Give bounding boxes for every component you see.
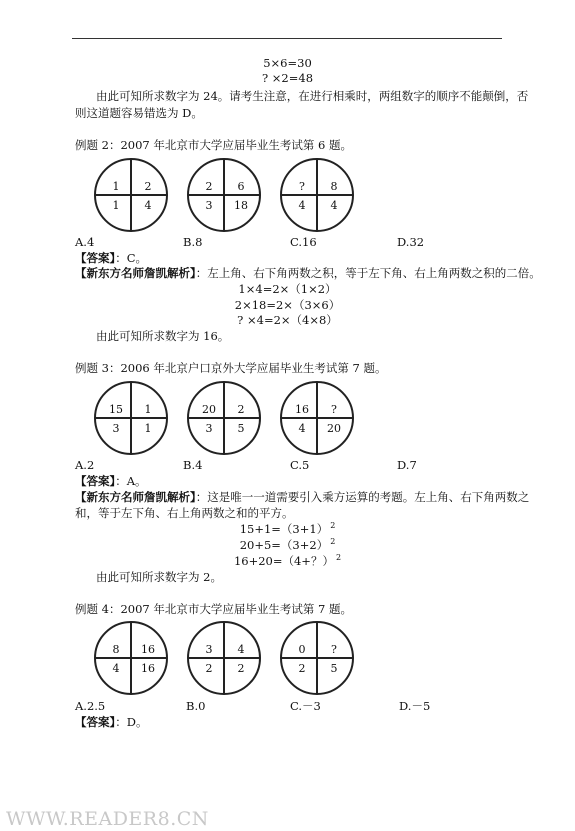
example-3-equation-2: [0, 538, 575, 554]
circle-cell-bottom-right: 4: [144, 199, 152, 212]
circle-cell-bottom-left: 3: [205, 422, 213, 435]
circle-cell-bottom-right: 2: [237, 662, 245, 675]
example-2-answer: [75, 251, 147, 265]
analysis-text: ：左上角、右下角两数之积，等于左下角、右上角两数之积的二倍。: [195, 266, 541, 280]
circle-cell-bottom-left: 1: [112, 199, 120, 212]
example-2-title: 例题 2：2007 年北京市大学应届毕业生考试第 6 题。: [75, 138, 353, 152]
circle-cell-top-left: 15: [109, 403, 123, 416]
circle-cell-top-right: ?: [331, 643, 337, 656]
example-3-option-d: D.7: [397, 458, 417, 472]
example-4-circle-3: [280, 621, 354, 695]
intro-paragraph-line-1: 由此可知所求数字为 24。请考生注意，在进行相乘时，两组数字的顺序不能颠倒，否: [96, 89, 529, 103]
example-3-answer: [75, 474, 147, 488]
example-2-circle-1: [94, 158, 168, 232]
circle-cell-bottom-left: 3: [112, 422, 120, 435]
circle-cell-top-left: ?: [299, 180, 305, 193]
circle-cell-top-left: 1: [112, 180, 120, 193]
analysis-text: ：这是唯一一道需要引入乘方运算的考题。左上角、右下角两数之: [195, 490, 530, 504]
example-3-option-a: A.2: [75, 458, 95, 472]
circle-cell-bottom-left: 4: [112, 662, 120, 675]
watermark: WWW.READER8.CN: [6, 808, 209, 830]
circle-cell-top-left: 20: [202, 403, 216, 416]
example-2-equation-2: 2×18=2×（3×6）: [234, 298, 341, 312]
example-2-conclusion: 由此可知所求数字为 16。: [96, 329, 230, 343]
circle-cell-bottom-right: 5: [330, 662, 338, 675]
circle-cell-top-right: ?: [331, 403, 337, 416]
example-4-option-b: B.0: [186, 699, 206, 713]
circle-cell-top-right: 8: [330, 180, 338, 193]
equation-exponent: 2: [330, 537, 336, 546]
equation-exponent: 2: [335, 553, 342, 562]
circle-cell-top-left: 2: [205, 180, 213, 193]
analysis-label: 【新东方名师詹凯解析】: [75, 266, 196, 280]
example-3-equation-1: [0, 522, 575, 538]
example-3-analysis-line-2: 和，等于左下角、右上角两数之和的平方。: [75, 506, 294, 520]
example-4-title: 例题 4：2007 年北京市大学应届毕业生考试第 7 题。: [75, 602, 353, 616]
circle-cell-top-right: 2: [237, 403, 245, 416]
example-4-circle-2: [187, 621, 261, 695]
answer-label: 【答案】: [75, 474, 116, 488]
circle-cell-bottom-left: 4: [298, 199, 306, 212]
example-2-option-d: D.32: [397, 235, 425, 249]
example-4-option-a: A.2.5: [75, 699, 106, 713]
circle-cell-bottom-left: 2: [205, 662, 213, 675]
circle-cell-top-right: 2: [144, 180, 152, 193]
equation-expr: 16+20=（4+？）: [233, 554, 334, 568]
example-3-circle-3: [280, 381, 354, 455]
circle-cell-bottom-left: 3: [205, 199, 213, 212]
circle-cell-bottom-left: 2: [298, 662, 306, 675]
circle-cell-bottom-right: 18: [234, 199, 248, 212]
example-2-analysis: [75, 266, 541, 280]
circle-cell-top-right: 16: [141, 643, 155, 656]
example-4-option-d: D.－5: [399, 699, 431, 713]
example-2-option-a: A.4: [75, 235, 95, 249]
circle-cell-bottom-right: 4: [330, 199, 338, 212]
example-3-circle-2: [187, 381, 261, 455]
intro-paragraph-line-2: 则这道题容易错选为 D。: [75, 106, 203, 120]
circle-cell-bottom-right: 1: [144, 422, 152, 435]
example-3-title: 例题 3：2006 年北京户口京外大学应届毕业生考试第 7 题。: [75, 361, 387, 375]
example-3-conclusion: 由此可知所求数字为 2。: [96, 570, 222, 584]
answer-value: ：C。: [115, 251, 148, 265]
circle-cell-bottom-left: 4: [298, 422, 306, 435]
intro-equation-2: ? ×2=48: [261, 71, 314, 85]
example-3-option-c: C.5: [290, 458, 310, 472]
example-2-circle-3: [280, 158, 354, 232]
circle-cell-top-left: 8: [112, 643, 120, 656]
equation-exponent: 2: [330, 521, 336, 530]
analysis-label: 【新东方名师詹凯解析】: [75, 490, 196, 504]
answer-label: 【答案】: [75, 715, 116, 729]
answer-label: 【答案】: [75, 251, 116, 265]
circle-cell-bottom-right: 5: [237, 422, 245, 435]
example-2-option-b: B.8: [183, 235, 203, 249]
example-4-answer: [75, 715, 147, 729]
circle-cell-top-right: 1: [144, 403, 152, 416]
header-rule: [72, 38, 502, 39]
circle-cell-top-right: 6: [237, 180, 245, 193]
circle-cell-top-left: 0: [298, 643, 306, 656]
example-3-option-b: B.4: [183, 458, 203, 472]
example-2-circle-2: [187, 158, 261, 232]
example-2-equation-1: 1×4=2×（1×2）: [238, 282, 337, 296]
answer-value: ：D。: [115, 715, 148, 729]
answer-value: ：A。: [115, 474, 147, 488]
example-4-option-c: C.－3: [290, 699, 321, 713]
circle-cell-bottom-right: 16: [141, 662, 155, 675]
example-3-analysis: [75, 490, 529, 504]
circle-cell-top-left: 16: [295, 403, 309, 416]
circle-cell-top-left: 3: [205, 643, 213, 656]
circle-cell-bottom-right: 20: [327, 422, 341, 435]
equation-expr: 20+5=（3+2）: [239, 538, 329, 552]
example-3-equation-3: [0, 554, 575, 570]
equation-expr: 15+1=（3+1）: [239, 522, 329, 536]
example-2-option-c: C.16: [290, 235, 317, 249]
example-2-equation-3: ? ×4=2×（4×8）: [237, 313, 338, 327]
intro-equation-1: 5×6=30: [263, 56, 312, 70]
example-3-circle-1: [94, 381, 168, 455]
circle-cell-top-right: 4: [237, 643, 245, 656]
example-4-circle-1: [94, 621, 168, 695]
